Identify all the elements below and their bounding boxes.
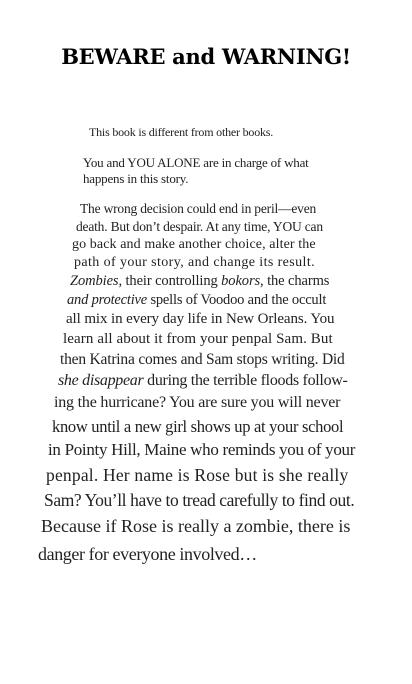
body-line: Because if Rose is really a zombie, there is <box>41 516 351 536</box>
intro-line: You and YOU ALONE are in charge of what <box>83 155 309 170</box>
body-line: go back and make another choice, alter the <box>72 237 316 252</box>
page-title: BEWARE and WARNING! <box>61 44 351 69</box>
body-line: she disappear during the terrible floods follow- <box>58 372 348 389</box>
body-line: and protective spells of Voodoo and the occult <box>67 292 327 308</box>
body-line: Sam? You’ll have to tread carefully to find out. <box>44 490 355 510</box>
body-line: danger for everyone involved… <box>38 544 257 564</box>
body-line: penpal. Her name is Rose but is she really <box>46 465 349 485</box>
intro-line: happens in this story. <box>83 171 189 186</box>
body-line: all mix in every day life in New Orleans. You <box>66 311 335 327</box>
body-line: learn all about it from your penpal Sam. But <box>63 331 333 347</box>
body-line: ing the hurricane? You are sure you will never <box>54 394 341 411</box>
body-line: know until a new girl shows up at your school <box>52 417 344 436</box>
body-line: The wrong decision could end in peril—even <box>80 201 317 216</box>
body-line: in Pointy Hill, Maine who reminds you of your <box>48 440 356 459</box>
body-line: then Katrina comes and Sam stops writing. Did <box>60 351 345 368</box>
body-line: Zombies, their controlling bokors, the charms <box>70 273 330 289</box>
body-line: path of your story, and change its result. <box>74 255 316 270</box>
intro-line: This book is different from other books. <box>89 125 274 139</box>
body-line: death. But don’t despair. At any time, YOU can <box>76 219 323 234</box>
